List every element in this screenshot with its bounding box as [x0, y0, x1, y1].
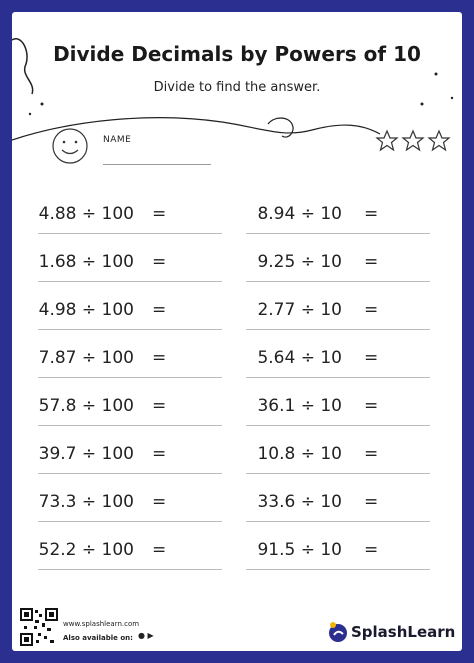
left-problem-8 — [38, 534, 222, 564]
right-problem-6 — [246, 438, 430, 468]
stars-rating — [375, 129, 455, 153]
equals-sign: = — [364, 396, 379, 416]
problem-expression: 91.5 ÷ 10 — [257, 540, 342, 560]
equals-sign: = — [364, 444, 379, 464]
answer-line[interactable] — [246, 329, 430, 330]
left-problem-3 — [38, 294, 222, 324]
problem-expression: 5.64 ÷ 10 — [257, 348, 342, 368]
left-problem-5 — [38, 390, 222, 420]
smiley-icon — [50, 126, 90, 166]
equals-sign: = — [152, 444, 167, 464]
right-problem-5 — [246, 390, 430, 420]
answer-line[interactable] — [246, 281, 430, 282]
star-icon — [429, 131, 449, 150]
problem-expression: 52.2 ÷ 100 — [38, 540, 134, 560]
problem-expression: 36.1 ÷ 10 — [257, 396, 342, 416]
instructions: Divide to find the answer. — [153, 80, 321, 95]
problem-expression: 33.6 ÷ 10 — [257, 492, 342, 512]
available-on-label: Also available on: — [63, 634, 133, 642]
right-problem-1 — [246, 198, 430, 228]
problem-expression: 4.88 ÷ 100 — [38, 204, 134, 224]
equals-sign: = — [152, 348, 167, 368]
website-url[interactable]: www.splashlearn.com — [63, 620, 140, 628]
answer-line[interactable] — [246, 521, 430, 522]
left-problem-4 — [38, 342, 222, 372]
equals-sign: = — [152, 492, 167, 512]
problem-expression: 57.8 ÷ 100 — [38, 396, 134, 416]
equals-sign: = — [364, 492, 379, 512]
answer-line[interactable] — [38, 569, 222, 570]
page-title: Divide Decimals by Powers of 10 — [53, 42, 421, 66]
problem-expression: 2.77 ÷ 10 — [257, 300, 342, 320]
play-store-icon[interactable]: ▶ — [147, 631, 154, 640]
equals-sign: = — [152, 300, 167, 320]
answer-line[interactable] — [246, 233, 430, 234]
name-field[interactable] — [103, 164, 211, 165]
answer-line[interactable] — [246, 425, 430, 426]
answer-line[interactable] — [246, 569, 430, 570]
qr-code — [20, 608, 58, 646]
equals-sign: = — [152, 540, 167, 560]
problem-expression: 1.68 ÷ 100 — [38, 252, 134, 272]
equals-sign: = — [152, 396, 167, 416]
equals-sign: = — [364, 252, 379, 272]
right-problem-4 — [246, 342, 430, 372]
problem-expression: 7.87 ÷ 100 — [38, 348, 134, 368]
answer-line[interactable] — [38, 521, 222, 522]
problem-expression: 4.98 ÷ 100 — [38, 300, 134, 320]
answer-line[interactable] — [38, 329, 222, 330]
answer-line[interactable] — [38, 377, 222, 378]
brand-name: SplashLearn — [351, 623, 456, 641]
name-label: NAME — [103, 135, 132, 145]
problem-expression: 8.94 ÷ 10 — [257, 204, 342, 224]
star-icon — [403, 131, 423, 150]
equals-sign: = — [364, 348, 379, 368]
equals-sign: = — [152, 252, 167, 272]
worksheet — [12, 12, 462, 651]
right-problem-8 — [246, 534, 430, 564]
equals-sign: = — [364, 540, 379, 560]
answer-line[interactable] — [38, 281, 222, 282]
equals-sign: = — [364, 204, 379, 224]
answer-line[interactable] — [246, 377, 430, 378]
right-problem-3 — [246, 294, 430, 324]
equals-sign: = — [364, 300, 379, 320]
answer-line[interactable] — [38, 233, 222, 234]
answer-line[interactable] — [38, 425, 222, 426]
splashlearn-logo — [326, 620, 350, 644]
left-problem-6 — [38, 438, 222, 468]
right-problem-2 — [246, 246, 430, 276]
answer-line[interactable] — [246, 473, 430, 474]
problem-expression: 9.25 ÷ 10 — [257, 252, 342, 272]
problem-expression: 39.7 ÷ 100 — [38, 444, 134, 464]
left-problem-2 — [38, 246, 222, 276]
equals-sign: = — [152, 204, 167, 224]
app-store-icons — [138, 631, 154, 640]
star-icon — [377, 131, 397, 150]
problem-expression: 73.3 ÷ 100 — [38, 492, 134, 512]
problem-expression: 10.8 ÷ 10 — [257, 444, 342, 464]
answer-line[interactable] — [38, 473, 222, 474]
apple-icon[interactable]: ● — [138, 631, 145, 640]
left-problem-1 — [38, 198, 222, 228]
left-problem-7 — [38, 486, 222, 516]
right-problem-7 — [246, 486, 430, 516]
